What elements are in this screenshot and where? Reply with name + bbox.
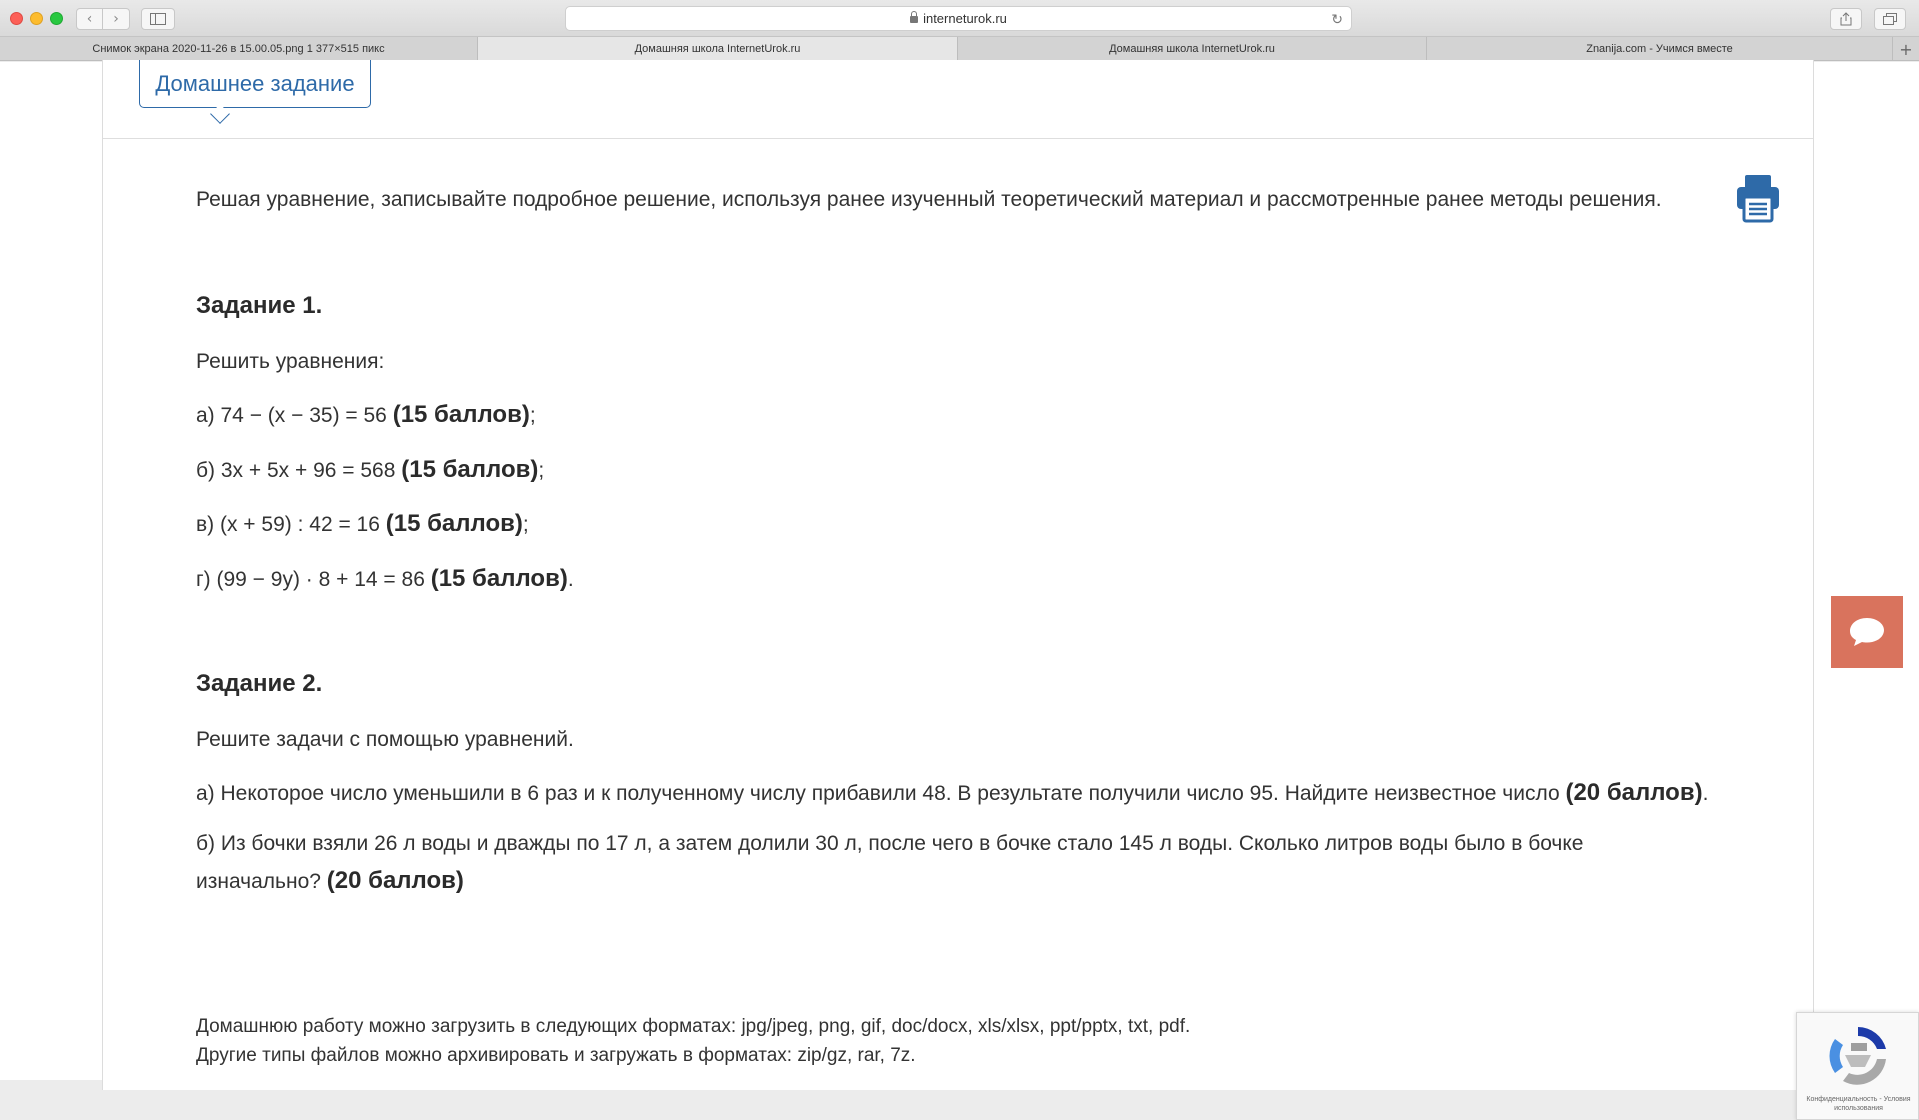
tab-title: Znanija.com - Учимся вместе bbox=[1586, 43, 1733, 55]
printer-icon bbox=[1735, 173, 1781, 223]
equation-text: в) (х + 59) : 42 = 16 bbox=[196, 513, 386, 536]
task1-item-d bbox=[196, 565, 574, 593]
browser-toolbar bbox=[0, 0, 1919, 37]
formats-info-line1: Домашнюю работу можно загрузить в следующих форматах: jpg/jpeg, png, gif, doc/docx, xls/xlsx, ppt/pptx, txt, pdf. bbox=[196, 1016, 1191, 1037]
tab-bar bbox=[0, 37, 1919, 61]
points-label: (20 баллов) bbox=[1565, 779, 1703, 806]
share-button[interactable] bbox=[1830, 8, 1862, 30]
forward-button[interactable] bbox=[103, 8, 130, 30]
equation-text: а) 74 − (х − 35) = 56 bbox=[196, 404, 393, 427]
content-panel bbox=[102, 60, 1814, 1090]
task2-heading: Задание 2. bbox=[196, 670, 323, 697]
points-label: (15 баллов) bbox=[385, 510, 523, 537]
points-label: (20 баллов) bbox=[326, 867, 464, 894]
tab-title: Снимок экрана 2020-11-26 в 15.00.05.png 1 377×515 пикс bbox=[92, 43, 385, 55]
equation-text: б) 3х + 5х + 96 = 568 bbox=[196, 459, 402, 482]
equation-text: г) (99 − 9у) · 8 + 14 = 86 bbox=[196, 568, 431, 591]
chevron-left-icon: ‹ bbox=[86, 11, 93, 27]
sidebar-icon bbox=[150, 13, 166, 25]
tab-title: Домашняя школа InternetUrok.ru bbox=[634, 43, 801, 55]
show-tabs-button[interactable] bbox=[1874, 8, 1906, 30]
punctuation: ; bbox=[522, 513, 529, 536]
intro-text: Решая уравнение, записывайте подробное решение, используя ранее изученный теоретический материал и рассмотренные ранее методы решения. bbox=[196, 188, 1662, 211]
new-tab-button[interactable]: + bbox=[1899, 39, 1913, 59]
punctuation: . bbox=[567, 568, 574, 591]
recaptcha-logo-icon bbox=[1823, 1021, 1893, 1091]
navigation-buttons bbox=[76, 8, 130, 30]
browser-tab-screenshot[interactable] bbox=[0, 37, 478, 61]
formats-info-line2: Другие типы файлов можно архивировать и загружать в форматах: zip/gz, rar, 7z. bbox=[196, 1045, 916, 1066]
task2-item-b-line1: б) Из бочки взяли 26 л воды и дважды по 17 л, а затем долили 30 л, после чего в бочке стало 145 л воды. Сколько литров воды было в бочке bbox=[196, 832, 1584, 855]
section-divider bbox=[103, 138, 1813, 139]
browser-tab-internetUrok[interactable] bbox=[958, 37, 1427, 61]
homework-tab[interactable]: Домашнее задание bbox=[139, 60, 371, 108]
chat-button[interactable] bbox=[1831, 596, 1903, 668]
punctuation: . bbox=[1702, 782, 1709, 805]
recaptcha-badge[interactable] bbox=[1796, 1012, 1919, 1120]
close-window-button[interactable] bbox=[10, 12, 23, 25]
task2-instruction: Решите задачи с помощью уравнений. bbox=[196, 728, 574, 751]
punctuation: ; bbox=[538, 459, 545, 482]
print-button[interactable] bbox=[1735, 173, 1781, 223]
problem-text: изначально? bbox=[196, 870, 327, 893]
points-label: (15 баллов) bbox=[392, 401, 530, 428]
share-icon bbox=[1840, 12, 1852, 26]
recaptcha-links[interactable]: Конфиденциальность - Условия использования bbox=[1806, 1096, 1911, 1112]
chat-bubble-icon bbox=[1848, 616, 1886, 648]
sidebar-toggle-button[interactable] bbox=[141, 8, 175, 30]
task1-item-c bbox=[196, 510, 529, 538]
task1-instruction: Решить уравнения: bbox=[196, 350, 385, 373]
browser-tab-internetUrok-active[interactable] bbox=[478, 37, 958, 61]
browser-tab-znanija[interactable] bbox=[1427, 37, 1893, 61]
task1-item-a bbox=[196, 401, 536, 429]
problem-text: а) Некоторое число уменьшили в 6 раз и к полученному числу прибавили 48. В результате получили число 95. Найдите неизвестное число bbox=[196, 782, 1566, 805]
points-label: (15 баллов) bbox=[401, 456, 539, 483]
fullscreen-window-button[interactable] bbox=[50, 12, 63, 25]
url-text: interneturok.ru bbox=[923, 11, 1007, 26]
tab-title: Домашняя школа InternetUrok.ru bbox=[1109, 43, 1275, 55]
address-bar[interactable] bbox=[565, 6, 1352, 31]
reload-icon[interactable]: ↻ bbox=[1331, 11, 1343, 27]
punctuation: ; bbox=[529, 404, 536, 427]
task2-item-b-line2 bbox=[196, 867, 464, 895]
minimize-window-button[interactable] bbox=[30, 12, 43, 25]
task1-heading: Задание 1. bbox=[196, 292, 323, 319]
back-button[interactable] bbox=[76, 8, 103, 30]
task1-item-b bbox=[196, 456, 544, 484]
chevron-right-icon: › bbox=[113, 11, 119, 27]
page-viewport bbox=[0, 62, 1919, 1112]
tabs-overview-icon bbox=[1883, 13, 1897, 25]
lock-icon bbox=[910, 16, 918, 23]
task2-item-a bbox=[196, 779, 1708, 807]
points-label: (15 баллов) bbox=[430, 565, 568, 592]
